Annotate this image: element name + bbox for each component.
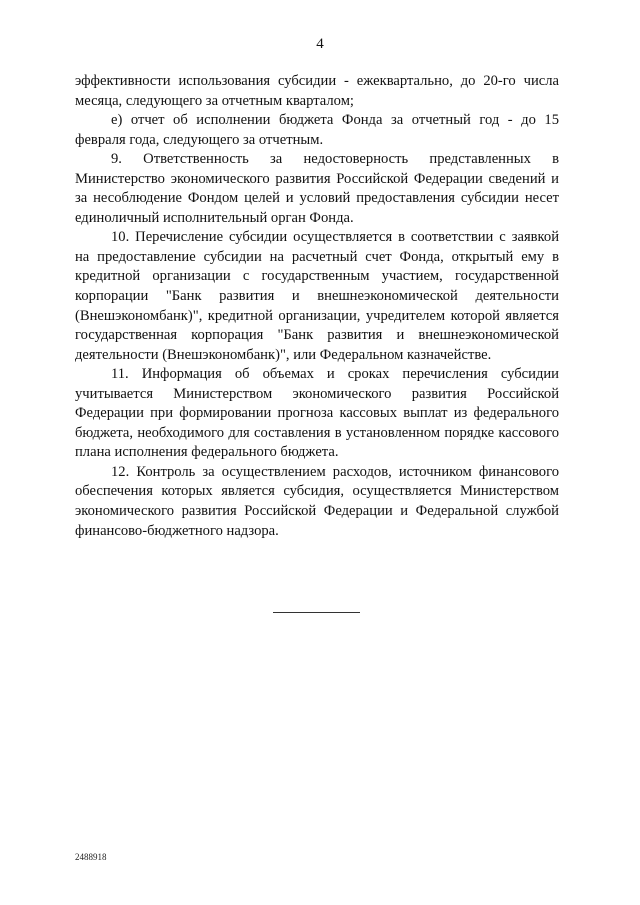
paragraph-11-information: 11. Информация об объемах и сроках перечисления субсидии учитывается Министерством экономического развития Российской Федерации при формировании прогноза кассовых выплат из федерального бюджета, необходимого для составления в установленном порядке кассового плана исполнения федерального бюджета.: [75, 366, 559, 461]
paragraph-9-responsibility: 9. Ответственность за недостоверность представленных в Министерство экономического развития Российской Федерации сведений и за несоблюдение Фондом целей и условий предоставления субсидии несет единоличный исполнительный орган Фонда.: [75, 151, 559, 226]
paragraph-efficiency-continuation: эффективности использования субсидии - ежеквартально, до 20-го числа месяца, следующего за отчетным кварталом;: [75, 73, 559, 109]
paragraph-item-e: е) отчет об исполнении бюджета Фонда за отчетный год - до 15 февраля года, следующего за отчетным.: [75, 112, 559, 148]
paragraph-12-control: 12. Контроль за осуществлением расходов, источником финансового обеспечения которых является субсидия, осуществляется Министерством экономического развития Российской Федерации и Федеральной службой финансово-бюджетного надзора.: [75, 463, 559, 539]
page-number: 4: [316, 36, 324, 52]
document-code: 2488918: [75, 852, 107, 862]
end-of-document-divider: [273, 612, 360, 613]
paragraph-10-transfer: 10. Перечисление субсидии осуществляется в соответствии с заявкой на предоставление субсидии на расчетный счет Фонда, открытый ему в кредитной организации с государственным участием, государственной корпорации "Банк развития и внешнеэкономической деятельности (Внешэкономбанк)", кредитной организации, учредителем которой является государственная корпорация "Банк развития и внешнеэкономической деятельности (Внешэкономбанк)", или Федеральном казначействе.: [75, 229, 559, 363]
document-body: [75, 72, 559, 541]
